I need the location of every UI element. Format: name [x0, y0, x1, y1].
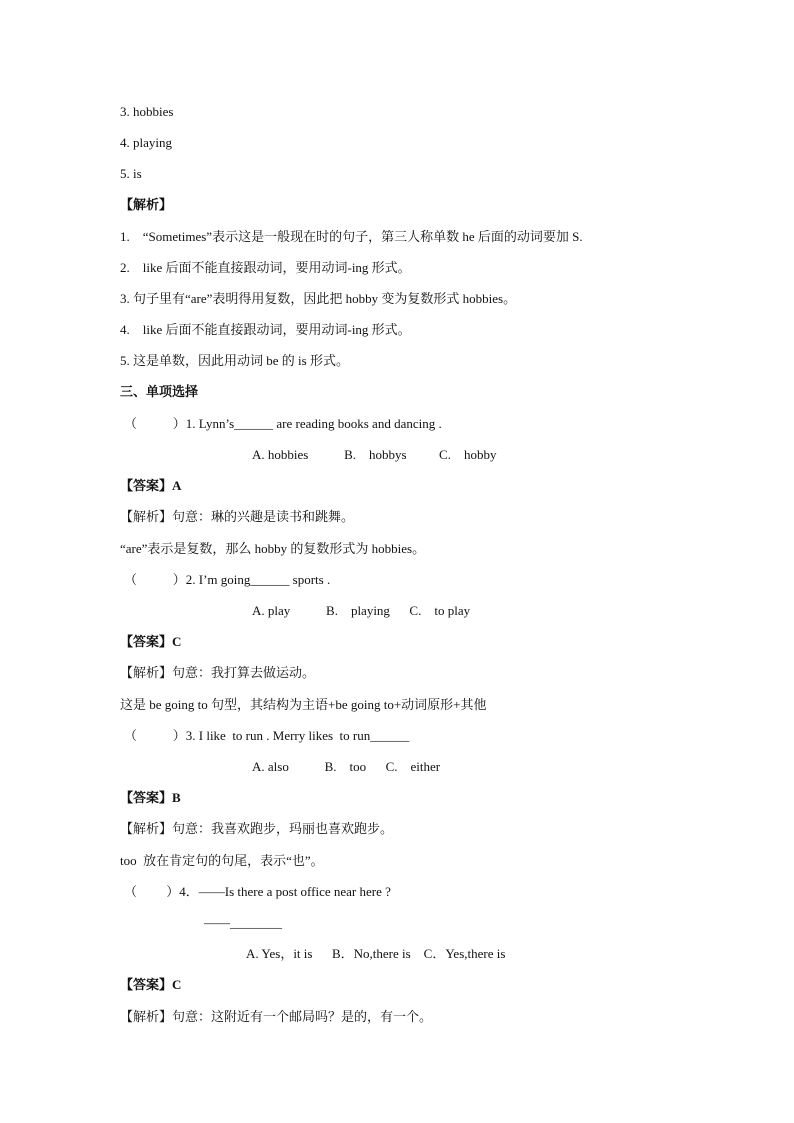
- analysis-item-4: 4. like 后面不能直接跟动词，要用动词-ing 形式。: [120, 322, 411, 337]
- analysis-item-3: 3. 句子里有“are”表明得用复数，因此把 hobby 变为复数形式 hobbies。: [120, 291, 517, 306]
- question-4-options: A. Yes，it is B．No,there is C．Yes,there is: [246, 946, 506, 961]
- analysis-item-2: 2. like 后面不能直接跟动词，要用动词-ing 形式。: [120, 260, 411, 275]
- analysis-item-5: 5. 这是单数，因此用动词 be 的 is 形式。: [120, 353, 349, 368]
- question-1-answer: 【答案】A: [120, 478, 182, 493]
- question-3-stem: （ ）3. I like to run . Merry likes to run______: [124, 728, 410, 743]
- answer-line-5: 5. is: [120, 166, 142, 181]
- question-4-answer: 【答案】C: [120, 977, 182, 992]
- question-2-options: A. play B. playing C. to play: [252, 603, 471, 618]
- answer-line-4: 4. playing: [120, 135, 172, 150]
- analysis-item-1: 1. “Sometimes”表示这是一般现在时的句子，第三人称单数 he 后面的动词要加 S.: [120, 229, 583, 244]
- question-4-explanation: 【解析】句意：这附近有一个邮局吗？是的，有一个。: [120, 1009, 433, 1024]
- question-2-answer: 【答案】C: [120, 634, 182, 649]
- question-2-stem: （ ）2. I’m going______ sports .: [124, 572, 331, 587]
- question-4-reply: ——________: [204, 915, 282, 930]
- question-3-note: too 放在肯定句的句尾，表示“也”。: [120, 853, 324, 868]
- question-3-explanation: 【解析】句意：我喜欢跑步，玛丽也喜欢跑步。: [120, 821, 394, 836]
- question-3-answer: 【答案】B: [120, 790, 181, 805]
- answer-line-3: 3. hobbies: [120, 104, 174, 119]
- question-1-note: “are”表示是复数，那么 hobby 的复数形式为 hobbies。: [120, 541, 426, 556]
- question-4-stem: （ ）4．——Is there a post office near here ?: [124, 884, 391, 899]
- analysis-heading: 【解析】: [120, 197, 173, 212]
- question-2-explanation: 【解析】句意：我打算去做运动。: [120, 665, 316, 680]
- question-1-stem: （ ）1. Lynn’s______ are reading books and dancing .: [124, 416, 442, 431]
- question-1-options: A. hobbies B. hobbys C. hobby: [252, 447, 497, 462]
- question-1-explanation: 【解析】句意：琳的兴趣是读书和跳舞。: [120, 509, 355, 524]
- question-2-note: 这是 be going to 句型，其结构为主语+be going to+动词原形+其他: [120, 697, 487, 712]
- question-3-options: A. also B. too C. either: [252, 759, 441, 774]
- section-title: 三、单项选择: [120, 384, 199, 399]
